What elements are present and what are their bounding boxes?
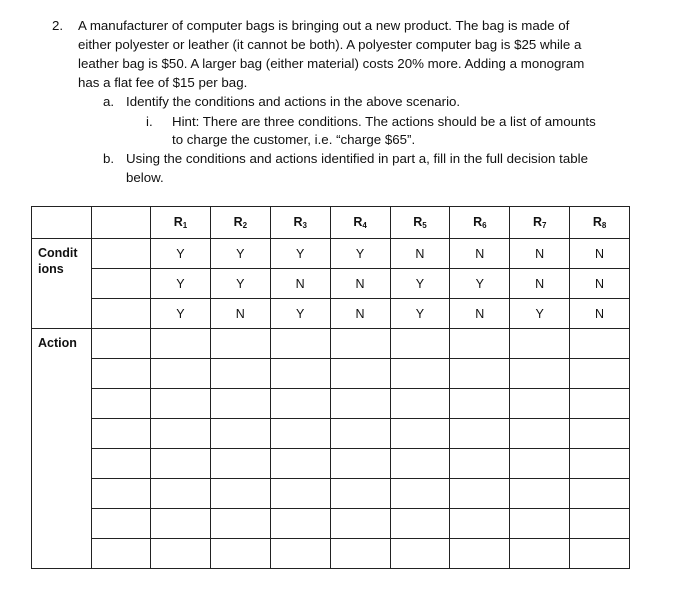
- condition-cell: Y: [390, 299, 450, 329]
- rule-header: $R_2$: [210, 207, 270, 239]
- action-cell[interactable]: [450, 359, 510, 389]
- condition-cell: N: [570, 269, 630, 299]
- action-cell[interactable]: [210, 539, 270, 569]
- condition-cell: Y: [510, 299, 570, 329]
- action-cell[interactable]: [151, 449, 211, 479]
- action-cell[interactable]: [510, 419, 570, 449]
- action-cell[interactable]: [450, 479, 510, 509]
- condition-cell: N: [450, 299, 510, 329]
- condition-cell: N: [510, 239, 570, 269]
- action-cell[interactable]: [151, 479, 211, 509]
- action-row: [32, 359, 630, 389]
- action-cell[interactable]: [330, 329, 390, 359]
- corner-cell: [32, 207, 92, 239]
- action-cell[interactable]: [270, 329, 330, 359]
- action-cell[interactable]: [450, 449, 510, 479]
- rule-header: $R_5$: [390, 207, 450, 239]
- action-cell[interactable]: [390, 389, 450, 419]
- part-b-line-2: below.: [126, 170, 164, 185]
- action-cell[interactable]: [450, 389, 510, 419]
- action-cell[interactable]: [210, 419, 270, 449]
- action-cell[interactable]: [330, 449, 390, 479]
- action-cell[interactable]: [330, 509, 390, 539]
- action-cell[interactable]: [450, 539, 510, 569]
- action-cell[interactable]: [510, 479, 570, 509]
- action-cell[interactable]: [330, 539, 390, 569]
- action-row: [32, 509, 630, 539]
- conditions-label: Condit ions: [32, 239, 92, 329]
- condition-row: [32, 299, 630, 329]
- action-cell[interactable]: [570, 389, 630, 419]
- question-line-2: either polyester or leather (it cannot be both). A polyester computer bag is $25 while a: [78, 37, 582, 52]
- action-name-cell[interactable]: [92, 509, 151, 539]
- condition-cell: Y: [151, 269, 211, 299]
- hint-line-1: Hint: There are three conditions. The actions should be a list of amounts: [172, 114, 596, 129]
- condition-row: [32, 239, 630, 269]
- action-cell[interactable]: [270, 479, 330, 509]
- rule-header: $R_4$: [330, 207, 390, 239]
- action-cell[interactable]: [390, 479, 450, 509]
- action-cell[interactable]: [450, 419, 510, 449]
- action-name-cell[interactable]: [92, 329, 151, 359]
- action-cell[interactable]: [570, 449, 630, 479]
- action-cell[interactable]: [390, 419, 450, 449]
- hint-label: i.: [146, 114, 153, 129]
- action-cell[interactable]: [390, 539, 450, 569]
- rule-header: $R_8$: [570, 207, 630, 239]
- condition-cell: Y: [450, 269, 510, 299]
- action-cell[interactable]: [510, 359, 570, 389]
- condition-cell: N: [450, 239, 510, 269]
- action-cell[interactable]: [390, 329, 450, 359]
- action-cell[interactable]: [151, 359, 211, 389]
- condition-cell: N: [570, 239, 630, 269]
- action-cell[interactable]: [151, 389, 211, 419]
- action-label: Action: [32, 329, 92, 569]
- action-row: [32, 329, 630, 359]
- action-cell[interactable]: [330, 419, 390, 449]
- condition-row: [32, 269, 630, 299]
- rule-header: $R_1$: [151, 207, 211, 239]
- action-name-cell[interactable]: [92, 479, 151, 509]
- condition-cell: Y: [151, 299, 211, 329]
- condition-cell: Y: [390, 269, 450, 299]
- condition-cell: N: [570, 299, 630, 329]
- action-cell[interactable]: [390, 359, 450, 389]
- rule-header: $R_3$: [270, 207, 330, 239]
- action-row: [32, 539, 630, 569]
- action-cell[interactable]: [270, 359, 330, 389]
- action-cell[interactable]: [210, 449, 270, 479]
- action-cell[interactable]: [570, 509, 630, 539]
- condition-cell: N: [210, 299, 270, 329]
- action-cell[interactable]: [570, 419, 630, 449]
- condition-cell: Y: [151, 239, 211, 269]
- condition-name-cell[interactable]: [92, 239, 151, 269]
- action-cell[interactable]: [510, 539, 570, 569]
- action-name-cell[interactable]: [92, 449, 151, 479]
- action-row: [32, 419, 630, 449]
- condition-cell: N: [270, 269, 330, 299]
- condition-name-cell[interactable]: [92, 269, 151, 299]
- condition-cell: Y: [210, 269, 270, 299]
- action-cell[interactable]: [270, 419, 330, 449]
- action-cell[interactable]: [210, 359, 270, 389]
- condition-cell: Y: [270, 299, 330, 329]
- condition-cell: Y: [210, 239, 270, 269]
- question-number: 2.: [52, 18, 64, 33]
- action-cell[interactable]: [151, 509, 211, 539]
- action-cell[interactable]: [210, 509, 270, 539]
- question-line-1: A manufacturer of computer bags is bringing out a new product. The bag is made of: [78, 18, 570, 33]
- action-cell[interactable]: [151, 329, 211, 359]
- blank-header-cell: [92, 207, 151, 239]
- condition-cell: N: [510, 269, 570, 299]
- decision-table: [31, 206, 630, 569]
- action-cell[interactable]: [210, 329, 270, 359]
- action-cell[interactable]: [450, 329, 510, 359]
- action-row: [32, 479, 630, 509]
- condition-cell: N: [390, 239, 450, 269]
- action-cell[interactable]: [510, 329, 570, 359]
- action-name-cell[interactable]: [92, 539, 151, 569]
- part-a-label: a.: [103, 94, 115, 109]
- action-cell[interactable]: [510, 389, 570, 419]
- action-name-cell[interactable]: [92, 419, 151, 449]
- action-cell[interactable]: [210, 479, 270, 509]
- action-cell[interactable]: [330, 359, 390, 389]
- part-b-line-1: Using the conditions and actions identified in part a, fill in the full decision table: [126, 151, 588, 166]
- action-row: [32, 389, 630, 419]
- action-cell[interactable]: [330, 479, 390, 509]
- action-cell[interactable]: [270, 449, 330, 479]
- condition-name-cell[interactable]: [92, 299, 151, 329]
- question-line-4: has a flat fee of $15 per bag.: [78, 75, 248, 90]
- action-cell[interactable]: [510, 449, 570, 479]
- action-cell[interactable]: [570, 329, 630, 359]
- action-cell[interactable]: [390, 509, 450, 539]
- action-cell[interactable]: [450, 509, 510, 539]
- condition-cell: Y: [270, 239, 330, 269]
- action-cell[interactable]: [390, 449, 450, 479]
- condition-cell: Y: [330, 239, 390, 269]
- action-cell[interactable]: [151, 539, 211, 569]
- action-cell[interactable]: [270, 389, 330, 419]
- action-cell[interactable]: [270, 539, 330, 569]
- action-cell[interactable]: [151, 419, 211, 449]
- part-a-text: Identify the conditions and actions in the above scenario.: [126, 94, 461, 109]
- action-name-cell[interactable]: [92, 359, 151, 389]
- question-line-3: leather bag is $50. A larger bag (either material) costs 20% more. Adding a monogram: [78, 56, 585, 71]
- rule-header: $R_6$: [450, 207, 510, 239]
- action-cell[interactable]: [210, 389, 270, 419]
- rule-header-row: [32, 207, 630, 239]
- action-cell[interactable]: [570, 479, 630, 509]
- part-b-label: b.: [103, 151, 115, 166]
- action-cell[interactable]: [510, 509, 570, 539]
- rule-header: $R_7$: [510, 207, 570, 239]
- action-cell[interactable]: [270, 509, 330, 539]
- condition-cell: N: [330, 269, 390, 299]
- action-cell[interactable]: [570, 359, 630, 389]
- condition-cell: N: [330, 299, 390, 329]
- action-cell[interactable]: [330, 389, 390, 419]
- action-name-cell[interactable]: [92, 389, 151, 419]
- hint-line-2: to charge the customer, i.e. “charge $65”.: [172, 132, 416, 147]
- action-row: [32, 449, 630, 479]
- action-cell[interactable]: [570, 539, 630, 569]
